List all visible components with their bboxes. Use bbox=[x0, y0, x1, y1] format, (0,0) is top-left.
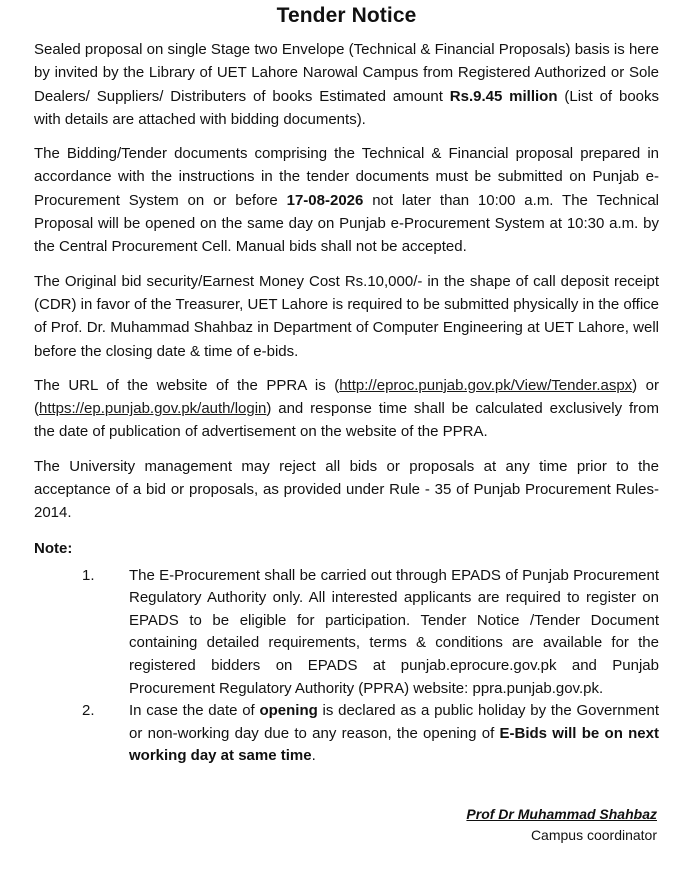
paragraph-bid-security-text: The Original bid security/Earnest Money Cost Rs.10,000/- in the shape of call deposit receipt (CDR) in favor of the Treasurer, UET Lahore is required to be submitted physically in the office of Prof. Dr. Muhammad Shahbaz in Department of Computer Engineering at UET Lahore, well before the closing date & time of e-bids. bbox=[34, 272, 659, 360]
note-item-1 bbox=[34, 565, 659, 701]
paragraph-ppra-url bbox=[34, 374, 659, 444]
signatory-role: Campus coordinator bbox=[530, 827, 657, 843]
note-item-text: The E-Procurement shall be carried out through EPADS of Punjab Procurement Regulatory Authority only. All interested applicants are required to register on EPADS to be eligible for participation. Tender Notice /Tender Document containing detailed requirements, terms & conditions are available for the registered bidders on EPADS at punjab.eprocure.gov.pk and Punjab Procurement Regulatory Authority (PPRA) website: ppra.punjab.gov.pk. bbox=[129, 566, 659, 697]
ep-login-link[interactable]: https://ep.punjab.gov.pk/auth/login bbox=[39, 400, 267, 418]
estimated-amount: Rs.9.45 million bbox=[449, 87, 558, 105]
note-item-2-ebids: E-Bids will be on next working day at same time bbox=[129, 724, 659, 765]
paragraph-submission-text: The Bidding/Tender documents comprising the Technical & Financial proposal prepared in accordance with the instructions in the tender documents must be submitted on Punjab e-Procurement System on or before bbox=[34, 145, 659, 209]
paragraph-submission bbox=[34, 142, 659, 258]
paragraph-invitation-text: Sealed proposal on single Stage two Envelope (Technical & Financial Proposals) basis is here by invited by the Library of UET Lahore Narowal Campus from Registered Authorized or Sole Dealers/ Suppliers/ Distributers of books Estimated amount bbox=[34, 41, 659, 105]
note-item-2-tail: . bbox=[311, 747, 316, 765]
eproc-tender-link[interactable]: http://eproc.punjab.gov.pk/View/Tender.aspx bbox=[339, 376, 633, 394]
note-item-text bbox=[129, 700, 659, 768]
paragraph-ppra-url-tail: ) and response time shall be calculated exclusively from the date of publication of advertisement on the website of the PPRA. bbox=[34, 400, 659, 441]
note-item-2-mid: is declared as a public holiday by the Government or non-working day due to any reason, the opening of bbox=[129, 702, 659, 742]
paragraph-ppra-url-text: The URL of the website of the PPRA is ( bbox=[34, 376, 340, 394]
page-title: Tender Notice bbox=[276, 4, 417, 27]
note-item-2-opening: opening bbox=[259, 702, 318, 720]
paragraph-rejection-rule bbox=[34, 455, 659, 525]
signatory-name: Prof Dr Muhammad Shahbaz bbox=[466, 806, 657, 822]
note-item-number: 1. bbox=[82, 566, 95, 584]
note-item-2 bbox=[34, 700, 659, 768]
note-heading: Note: bbox=[34, 539, 73, 557]
paragraph-invitation-tail: (List of books with details are attached with bidding documents). bbox=[34, 87, 659, 128]
paragraph-rejection-rule-text: The University management may reject all bids or proposals at any time prior to the acceptance of a bid or proposals, as provided under Rule - 35 of Punjab Procurement Rules-2014. bbox=[34, 457, 659, 522]
paragraph-invitation bbox=[34, 38, 659, 131]
note-list bbox=[34, 565, 659, 768]
signature-block bbox=[466, 804, 657, 846]
paragraph-submission-tail: not later than 10:00 a.m. The Technical Proposal will be opened on the same day on Punjab e-Procurement System at 10:30 a.m. by the Central Procurement Cell. Manual bids shall not be accepted. bbox=[34, 191, 659, 256]
paragraph-bid-security bbox=[34, 270, 659, 363]
note-item-2-text: In case the date of bbox=[129, 702, 260, 720]
submission-deadline-date: 17-08-2026 bbox=[286, 191, 364, 209]
note-item-number: 2. bbox=[82, 702, 95, 720]
paragraph-ppra-url-mid: ) or ( bbox=[34, 376, 659, 418]
